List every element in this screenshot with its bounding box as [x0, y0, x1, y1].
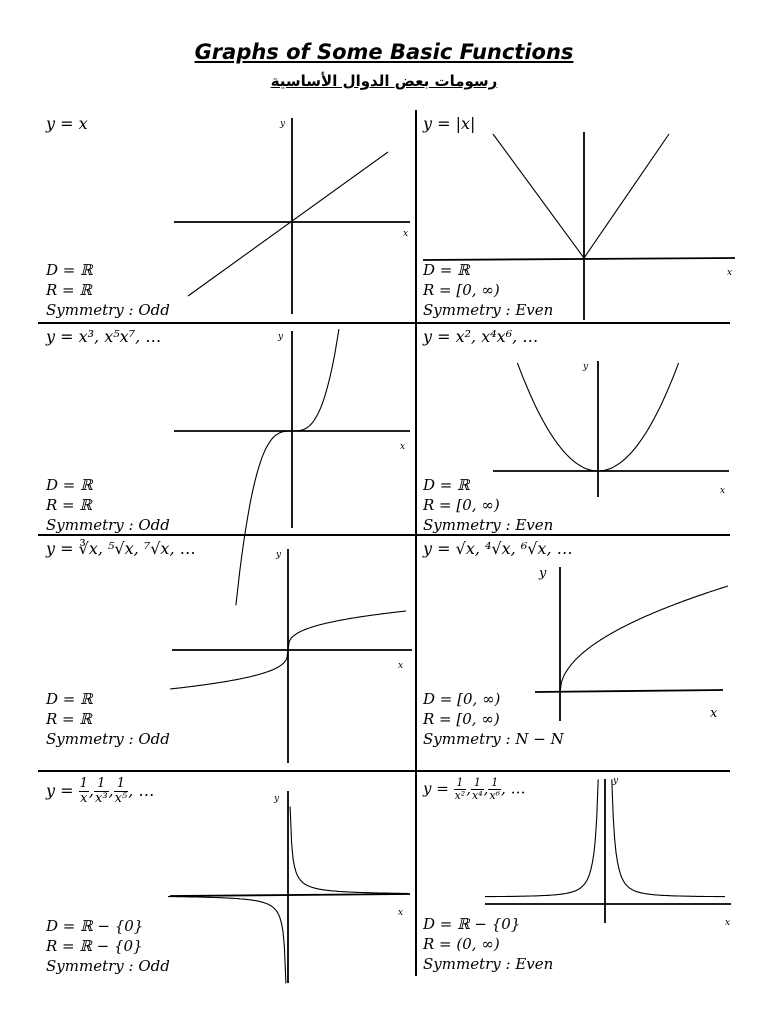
symmetry-text: Symmetry : Even	[423, 301, 554, 319]
properties	[423, 475, 553, 535]
cell-odd-reciprocal	[38, 771, 415, 986]
curve-right-branch	[612, 779, 725, 896]
y-axis-label: y	[278, 332, 284, 342]
properties	[46, 689, 170, 749]
range-text: R = [0, ∞)	[423, 710, 500, 728]
y-axis-label: y	[583, 362, 589, 372]
range-text: R = ℝ	[46, 710, 92, 728]
range-text: R = ℝ − {0}	[46, 937, 143, 955]
domain-text: D = ℝ	[423, 261, 470, 279]
cell-even-reciprocal	[415, 771, 750, 986]
range-text: R = ℝ	[46, 496, 92, 514]
x-axis-label: x	[727, 268, 733, 278]
properties	[46, 475, 170, 535]
curve-left-branch	[168, 897, 286, 984]
denominator: x³	[95, 791, 108, 806]
properties	[423, 689, 564, 749]
equation: y = |x|	[423, 114, 476, 133]
denominator: x⁵	[114, 791, 128, 806]
cell-absolute	[415, 110, 750, 322]
symmetry-text: Symmetry : N − N	[423, 730, 564, 748]
y-axis-label: y	[276, 550, 282, 560]
equation: y = $\frac{1}{\text{x²}}$ , $\frac{1}{\text{x⁴}}$ , $\frac{1}{\text{x⁶}}$ , …	[423, 776, 526, 802]
numerator: 1	[488, 777, 501, 790]
denominator: x⁴	[472, 789, 483, 802]
properties	[46, 916, 170, 976]
symmetry-text: Symmetry : Even	[423, 516, 554, 534]
range-text: R = (0, ∞)	[423, 935, 500, 953]
properties	[423, 914, 553, 974]
range-text: R = [0, ∞)	[423, 496, 500, 514]
x-axis-label: x	[398, 908, 404, 918]
x-axis-label: x	[720, 486, 726, 496]
domain-text: D = ℝ	[46, 690, 93, 708]
equation: y = $\frac{1}{x}$ , $\frac{1}{\text{x³}}$ , $\frac{1}{\text{x⁵}}$ , …	[46, 776, 155, 806]
curve	[493, 134, 669, 258]
curve	[560, 586, 728, 692]
numerator: 1	[79, 776, 88, 791]
curve-left-branch	[485, 779, 598, 896]
equation: y = √x, ⁴√x, ⁶√x, …	[423, 539, 573, 558]
x-axis-label: x	[403, 229, 409, 239]
cell-even-root	[415, 535, 750, 770]
symmetry-text: Symmetry : Odd	[46, 516, 170, 534]
equation: y = x³, x⁵x⁷, …	[46, 327, 162, 346]
denominator: x	[80, 791, 88, 806]
properties	[423, 260, 553, 320]
domain-text: D = [0, ∞)	[423, 690, 501, 708]
cell-odd-root	[38, 535, 415, 770]
curve-right-branch	[290, 807, 408, 894]
symmetry-text: Symmetry : Odd	[46, 957, 170, 975]
x-axis	[170, 894, 410, 896]
symmetry-text: Symmetry : Odd	[46, 730, 170, 748]
numerator: 1	[471, 777, 484, 790]
equation: y = x², x⁴x⁶, …	[423, 327, 539, 346]
properties	[46, 260, 170, 320]
x-axis-label: x	[710, 706, 718, 721]
numerator: 1	[94, 777, 109, 792]
curve	[188, 152, 388, 296]
cell-identity	[38, 110, 415, 322]
x-axis-label: x	[725, 918, 731, 928]
range-text: R = ℝ	[46, 281, 92, 299]
equation: y = x	[46, 114, 88, 133]
x-axis-label: x	[398, 661, 404, 671]
numerator: 1	[454, 777, 467, 790]
denominator: x²	[454, 789, 466, 802]
y-axis-label: y	[613, 776, 619, 786]
y-axis-label: y	[274, 794, 280, 804]
domain-text: D = ℝ	[46, 261, 93, 279]
x-axis-label: x	[400, 442, 406, 452]
symmetry-text: Symmetry : Odd	[46, 301, 170, 319]
denominator: x⁶	[489, 789, 501, 802]
domain-text: D = ℝ − {0}	[46, 917, 144, 935]
domain-text: D = ℝ − {0}	[423, 915, 521, 933]
equation-suffix: , …	[128, 781, 155, 800]
y-axis-label: y	[280, 119, 286, 129]
symmetry-text: Symmetry : Even	[423, 955, 554, 973]
page-subtitle-arabic: رسومات بعض الدوال الأساسية	[270, 72, 498, 90]
equation-prefix: y =	[423, 779, 449, 798]
equation: y = ∛x, ⁵√x, ⁷√x, …	[46, 539, 196, 558]
numerator: 1	[114, 777, 129, 792]
equation-suffix: , …	[501, 779, 526, 798]
range-text: R = [0, ∞)	[423, 281, 500, 299]
domain-text: D = ℝ	[423, 476, 470, 494]
equation-prefix: y =	[46, 781, 74, 800]
page-title: Graphs of Some Basic Functions	[194, 40, 574, 64]
y-axis-label: y	[539, 566, 547, 581]
cell-odd-power	[38, 323, 415, 534]
domain-text: D = ℝ	[46, 476, 93, 494]
cell-even-power	[415, 323, 750, 534]
